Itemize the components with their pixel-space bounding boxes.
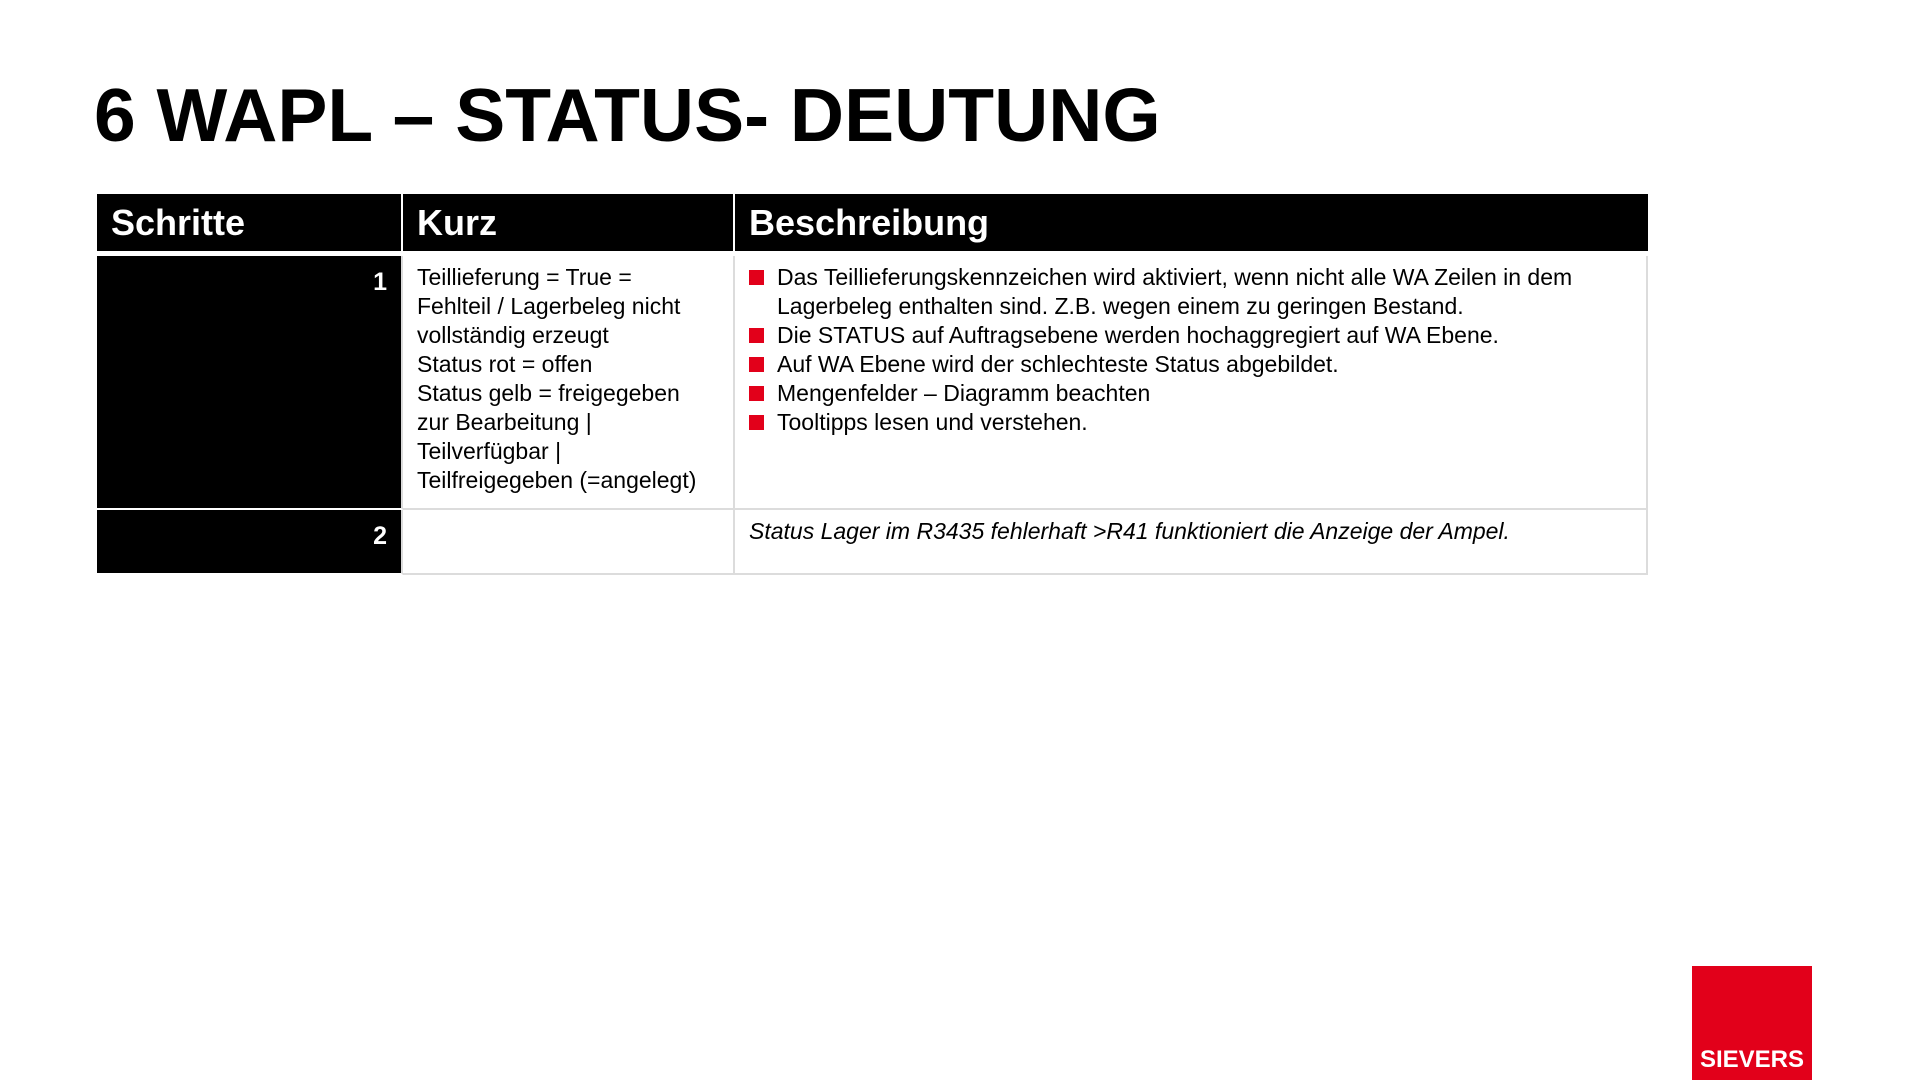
list-item-text: Auf WA Ebene wird der schlechteste Status abgebildet. [777, 351, 1339, 377]
step-number: 2 [97, 510, 403, 575]
bullet-list [749, 263, 1632, 437]
list-item-text: Mengenfelder – Diagramm beachten [777, 380, 1151, 406]
status-table [97, 194, 1648, 575]
list-item [749, 379, 1632, 408]
table-row [97, 510, 1648, 575]
step-number: 1 [97, 256, 403, 510]
logo-text: SIEVERS [1699, 1046, 1805, 1073]
kurz-line: zur Bearbeitung | [417, 409, 592, 435]
square-bullet-icon [749, 415, 764, 430]
sievers-logo [1692, 966, 1812, 1080]
kurz-line: Teilverfügbar | [417, 438, 562, 464]
kurz-line: Status gelb = freigegeben [417, 380, 680, 406]
square-bullet-icon [749, 270, 764, 285]
table-row [97, 256, 1648, 510]
kurz-line: Status rot = offen [417, 351, 593, 377]
beschreibung-cell [735, 256, 1648, 510]
kurz-line: Teillieferung = True = [417, 264, 632, 290]
kurz-cell [403, 510, 735, 575]
list-item-text: Die STATUS auf Auftragsebene werden hochaggregiert auf WA Ebene. [777, 322, 1499, 348]
header-kurz: Kurz [403, 194, 735, 256]
list-item [749, 263, 1632, 321]
beschreibung-note: Status Lager im R3435 fehlerhaft >R41 funktioniert die Anzeige der Ampel. [735, 510, 1648, 575]
kurz-line: vollständig erzeugt [417, 322, 609, 348]
list-item [749, 321, 1632, 350]
kurz-line: Fehlteil / Lagerbeleg nicht [417, 293, 681, 319]
list-item-text: Das Teillieferungskennzeichen wird aktiviert, wenn nicht alle WA Zeilen in dem Lagerbeleg enthalten sind. Z.B. wegen einem zu geringen Bestand. [777, 264, 1573, 319]
list-item [749, 350, 1632, 379]
list-item [749, 408, 1632, 437]
table-header-row [97, 194, 1648, 256]
header-schritte: Schritte [97, 194, 403, 256]
square-bullet-icon [749, 357, 764, 372]
page-title: 6 WAPL – STATUS- DEUTUNG [94, 73, 1161, 157]
square-bullet-icon [749, 328, 764, 343]
kurz-cell [403, 256, 735, 510]
header-beschreibung: Beschreibung [735, 194, 1648, 256]
square-bullet-icon [749, 386, 764, 401]
kurz-line: Teilfreigegeben (=angelegt) [417, 467, 697, 493]
list-item-text: Tooltipps lesen und verstehen. [777, 409, 1088, 435]
